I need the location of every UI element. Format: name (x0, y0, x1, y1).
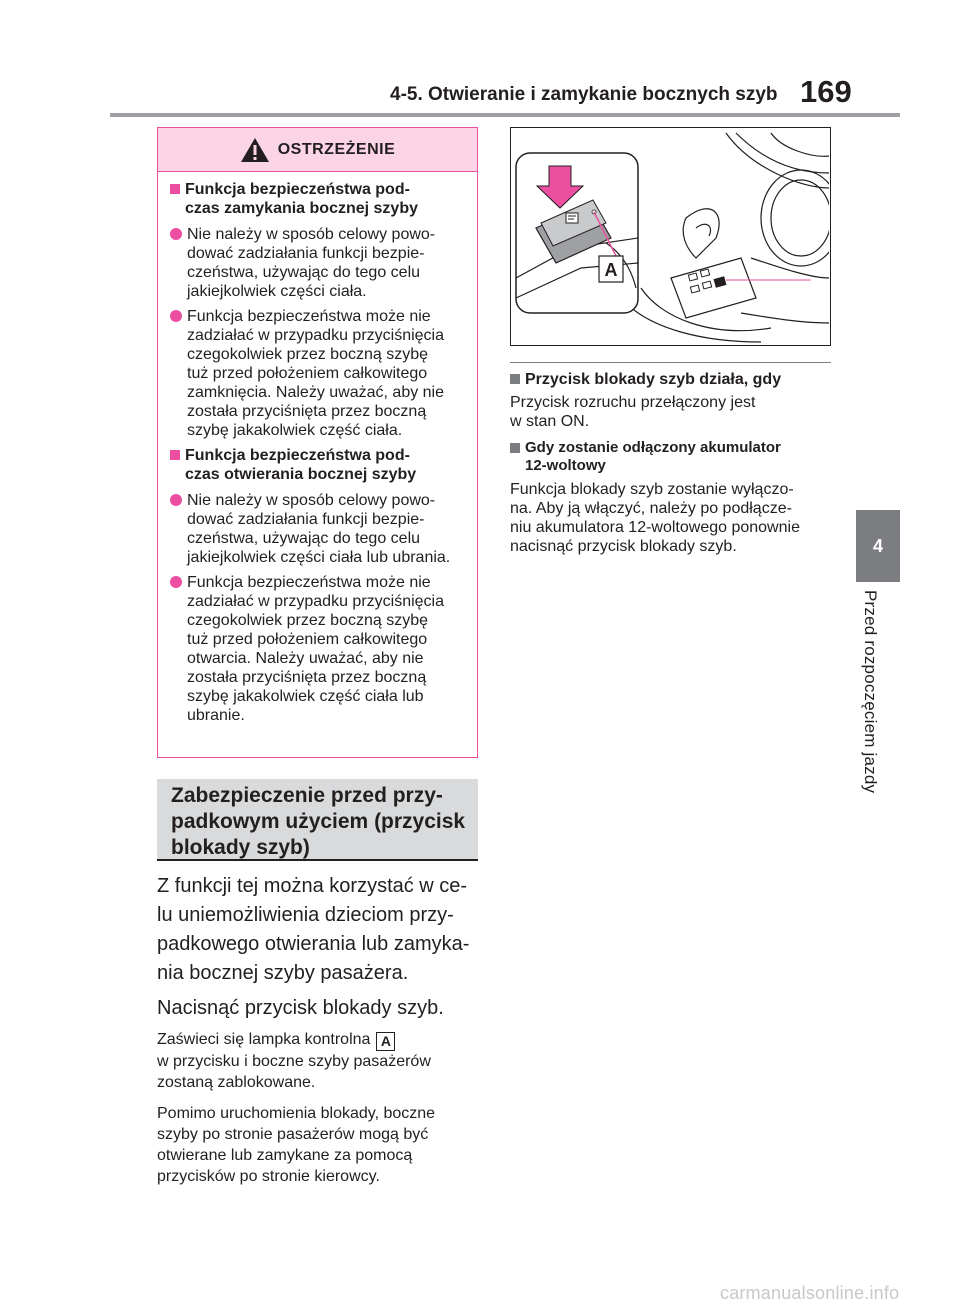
label-a-badge: A (376, 1032, 395, 1051)
note-paragraph: Pomimo uruchomienia blokady, boczne szyby po stronie pasażerów mogą być otwierane lub zamykane za pomocą przycisków po stronie kierowcy. (157, 1105, 436, 1185)
intro-paragraph: Z funkcji tej można korzystać w ce- lu uniemożliwienia dzieciom przy- padkowego otwierania lub zamyka- nia bocznej szyby pasażera. (157, 875, 470, 984)
instruction-paragraph: Nacisnąć przycisk blokady szyb. (157, 997, 444, 1019)
round-bullet-icon (170, 494, 182, 506)
warning-item: Funkcja bezpieczeństwa może nie zadziałać w przypadku przyciśnięcia czegokolwiek przez boczną szybę tuż przed położeniem całkowitego zamknięcia. Należy uważać, aby nie została przyciśnięta przez boczną szybę jakakolwiek część ciała. (170, 307, 471, 440)
info-text: Przycisk rozruchu przełączony jest w stan ON. (510, 394, 756, 430)
watermark: carmanualsonline.info (720, 1283, 900, 1303)
warning-body (158, 172, 477, 725)
round-bullet-icon (170, 310, 182, 322)
warning-group-heading: Funkcja bezpieczeństwa pod- czas otwierania bocznej szyby (170, 446, 471, 484)
lamp-paragraph: Zaświeci się lampka kontrolna A w przycisku i boczne szyby pasażerów zostaną zablokowane. (157, 1031, 431, 1091)
figure-callout-a: A (604, 260, 618, 280)
square-bullet-icon (510, 374, 520, 384)
warning-item: Nie należy w sposób celowy powo- dować zadziałania funkcji bezpie- czeństwa, używając do tego celu jakiejkolwiek części ciała lub ubrania. (170, 491, 471, 567)
right-body (510, 370, 831, 564)
section-heading: Zabezpieczenie przed przy- padkowym użyciem (przycisk blokady szyb) (157, 779, 478, 861)
window-lock-illustration (510, 127, 831, 346)
warning-box (157, 127, 478, 758)
info-text: Funkcja blokady szyb zostanie wyłączo- na. Aby ją włączyć, należy po podłącze- niu akumulatora 12-woltowego ponownie nacisnąć przycisk blokady szyb. (510, 481, 800, 555)
square-bullet-icon (170, 184, 180, 194)
warning-header (158, 128, 477, 172)
illustration-drawing (511, 128, 829, 344)
chapter-tab: 4 (856, 510, 900, 582)
info-heading: Przycisk blokady szyb działa, gdy (510, 370, 831, 389)
right-column-rule (510, 362, 831, 363)
warning-item: Funkcja bezpieczeństwa może nie zadziałać w przypadku przyciśnięcia czegokolwiek przez boczną szybę tuż przed położeniem całkowitego otwarcia. Należy uważać, aby nie została przyciśnięta przez boczną szybę jakakolwiek część ciała lub ubranie. (170, 573, 471, 725)
warning-title: OSTRZEŻENIE (277, 140, 396, 158)
round-bullet-icon (170, 576, 182, 588)
info-heading: Gdy zostanie odłączony akumulator 12-woltowy (510, 439, 831, 475)
square-bullet-icon (170, 450, 180, 460)
left-body (157, 872, 482, 1197)
warning-triangle-icon (240, 137, 270, 163)
round-bullet-icon (170, 228, 182, 240)
square-bullet-icon (510, 443, 520, 453)
header-section-title: 4-5. Otwieranie i zamykanie bocznych szyb (390, 84, 778, 105)
warning-group-heading: Funkcja bezpieczeństwa pod- czas zamykania bocznej szyby (170, 180, 471, 218)
warning-item: Nie należy w sposób celowy powo- dować zadziałania funkcji bezpie- czeństwa, używając do tego celu jakiejkolwiek części ciała. (170, 225, 471, 301)
header-rule (110, 113, 900, 117)
chapter-title: Przed rozpoczęciem jazdy (861, 590, 880, 794)
page-number: 169 (800, 74, 852, 109)
